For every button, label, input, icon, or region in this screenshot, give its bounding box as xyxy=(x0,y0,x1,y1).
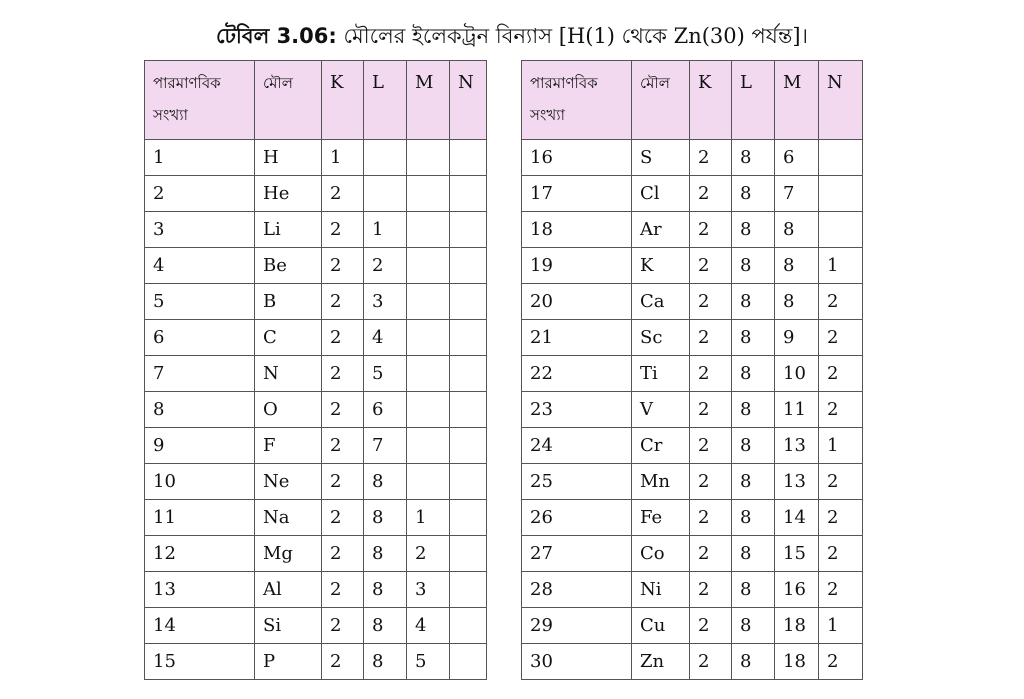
atomic-number-cell: 15 xyxy=(145,644,255,680)
atomic-number-cell: 10 xyxy=(145,464,255,500)
shell-m-cell: 10 xyxy=(775,356,819,392)
shell-n-cell xyxy=(450,248,487,284)
table-row xyxy=(145,248,487,284)
shell-k-cell: 2 xyxy=(322,320,364,356)
shell-m-cell: 7 xyxy=(775,176,819,212)
electron-config-table-right xyxy=(521,60,863,680)
table-row xyxy=(145,428,487,464)
shell-k-cell: 2 xyxy=(322,248,364,284)
table-row xyxy=(145,392,487,428)
shell-m-cell xyxy=(407,176,450,212)
shell-l-cell: 8 xyxy=(732,320,775,356)
shell-k-cell: 1 xyxy=(322,140,364,176)
shell-n-cell xyxy=(450,392,487,428)
header-shell-l: L xyxy=(732,61,775,140)
shell-m-cell xyxy=(407,464,450,500)
header-row xyxy=(522,61,863,140)
shell-k-cell: 2 xyxy=(690,212,732,248)
shell-l-cell: 8 xyxy=(732,140,775,176)
table-row xyxy=(145,572,487,608)
header-shell-m: M xyxy=(775,61,819,140)
element-cell: Cr xyxy=(632,428,690,464)
shell-n-cell xyxy=(450,572,487,608)
atomic-number-cell: 25 xyxy=(522,464,632,500)
shell-l-cell: 8 xyxy=(732,392,775,428)
table-row xyxy=(522,140,863,176)
shell-n-cell xyxy=(450,608,487,644)
shell-m-cell xyxy=(407,392,450,428)
element-cell: Si xyxy=(255,608,322,644)
atomic-number-cell: 22 xyxy=(522,356,632,392)
shell-m-cell: 8 xyxy=(775,248,819,284)
shell-k-cell: 2 xyxy=(322,356,364,392)
element-cell: Mg xyxy=(255,536,322,572)
table-row xyxy=(145,644,487,680)
atomic-number-cell: 26 xyxy=(522,500,632,536)
shell-k-cell: 2 xyxy=(690,536,732,572)
shell-n-cell: 2 xyxy=(819,644,863,680)
header-atomic-number: পারমাণবিক সংখ্যা xyxy=(522,61,632,140)
table-row xyxy=(522,572,863,608)
shell-l-cell: 5 xyxy=(364,356,407,392)
table-row xyxy=(145,500,487,536)
table-row xyxy=(145,464,487,500)
shell-n-cell: 1 xyxy=(819,428,863,464)
shell-m-cell xyxy=(407,356,450,392)
shell-n-cell: 2 xyxy=(819,572,863,608)
shell-m-cell xyxy=(407,320,450,356)
table-row xyxy=(145,140,487,176)
element-cell: Ne xyxy=(255,464,322,500)
shell-k-cell: 2 xyxy=(690,356,732,392)
shell-m-cell: 5 xyxy=(407,644,450,680)
shell-n-cell: 1 xyxy=(819,608,863,644)
atomic-number-cell: 14 xyxy=(145,608,255,644)
header-shell-m: M xyxy=(407,61,450,140)
shell-n-cell xyxy=(450,428,487,464)
shell-m-cell xyxy=(407,284,450,320)
shell-k-cell: 2 xyxy=(322,464,364,500)
shell-k-cell: 2 xyxy=(690,140,732,176)
table-row xyxy=(145,176,487,212)
header-row xyxy=(145,61,487,140)
header-shell-k: K xyxy=(690,61,732,140)
shell-l-cell: 8 xyxy=(732,176,775,212)
shell-k-cell: 2 xyxy=(322,608,364,644)
shell-k-cell: 2 xyxy=(690,428,732,464)
shell-n-cell xyxy=(450,464,487,500)
element-cell: Cu xyxy=(632,608,690,644)
table-row xyxy=(522,248,863,284)
atomic-number-cell: 19 xyxy=(522,248,632,284)
shell-n-cell xyxy=(450,176,487,212)
shell-l-cell: 8 xyxy=(732,248,775,284)
element-cell: P xyxy=(255,644,322,680)
atomic-number-cell: 18 xyxy=(522,212,632,248)
element-cell: B xyxy=(255,284,322,320)
shell-l-cell: 8 xyxy=(732,464,775,500)
header-element: মৌল xyxy=(632,61,690,140)
element-cell: Fe xyxy=(632,500,690,536)
element-cell: Al xyxy=(255,572,322,608)
table-row xyxy=(145,320,487,356)
shell-n-cell xyxy=(450,536,487,572)
shell-n-cell: 1 xyxy=(819,248,863,284)
shell-k-cell: 2 xyxy=(690,176,732,212)
table-row xyxy=(522,536,863,572)
shell-m-cell: 6 xyxy=(775,140,819,176)
table-row xyxy=(522,428,863,464)
element-cell: H xyxy=(255,140,322,176)
shell-m-cell: 14 xyxy=(775,500,819,536)
table-body xyxy=(145,140,487,680)
element-cell: Na xyxy=(255,500,322,536)
shell-m-cell: 3 xyxy=(407,572,450,608)
shell-m-cell: 18 xyxy=(775,608,819,644)
shell-l-cell: 6 xyxy=(364,392,407,428)
header-shell-n: N xyxy=(819,61,863,140)
shell-m-cell: 2 xyxy=(407,536,450,572)
caption-label: টেবিল 3.06: xyxy=(215,24,337,48)
atomic-number-cell: 20 xyxy=(522,284,632,320)
shell-l-cell xyxy=(364,176,407,212)
shell-k-cell: 2 xyxy=(690,572,732,608)
shell-k-cell: 2 xyxy=(322,392,364,428)
shell-m-cell xyxy=(407,140,450,176)
element-cell: F xyxy=(255,428,322,464)
shell-k-cell: 2 xyxy=(322,500,364,536)
table-row xyxy=(145,608,487,644)
header-atomic-number: পারমাণবিক সংখ্যা xyxy=(145,61,255,140)
shell-l-cell: 8 xyxy=(732,644,775,680)
table-row xyxy=(522,644,863,680)
element-cell: C xyxy=(255,320,322,356)
table-row xyxy=(522,284,863,320)
table-row xyxy=(522,500,863,536)
element-cell: Cl xyxy=(632,176,690,212)
element-cell: Ti xyxy=(632,356,690,392)
shell-l-cell xyxy=(364,140,407,176)
shell-k-cell: 2 xyxy=(690,644,732,680)
atomic-number-cell: 12 xyxy=(145,536,255,572)
shell-k-cell: 2 xyxy=(690,284,732,320)
atomic-number-cell: 6 xyxy=(145,320,255,356)
shell-l-cell: 8 xyxy=(732,428,775,464)
shell-n-cell xyxy=(819,176,863,212)
element-cell: Sc xyxy=(632,320,690,356)
shell-n-cell xyxy=(819,140,863,176)
table-row xyxy=(145,284,487,320)
shell-n-cell xyxy=(450,284,487,320)
shell-n-cell xyxy=(450,356,487,392)
shell-l-cell: 8 xyxy=(732,212,775,248)
shell-m-cell: 16 xyxy=(775,572,819,608)
header-shell-l: L xyxy=(364,61,407,140)
element-cell: K xyxy=(632,248,690,284)
shell-k-cell: 2 xyxy=(690,500,732,536)
shell-l-cell: 8 xyxy=(732,500,775,536)
element-cell: Be xyxy=(255,248,322,284)
atomic-number-cell: 29 xyxy=(522,608,632,644)
shell-m-cell: 13 xyxy=(775,428,819,464)
shell-m-cell: 8 xyxy=(775,212,819,248)
shell-l-cell: 7 xyxy=(364,428,407,464)
shell-m-cell: 9 xyxy=(775,320,819,356)
atomic-number-cell: 30 xyxy=(522,644,632,680)
shell-n-cell xyxy=(450,644,487,680)
shell-m-cell: 18 xyxy=(775,644,819,680)
shell-l-cell: 8 xyxy=(364,536,407,572)
shell-k-cell: 2 xyxy=(322,536,364,572)
shell-m-cell xyxy=(407,248,450,284)
table-row xyxy=(522,212,863,248)
element-cell: Ca xyxy=(632,284,690,320)
caption-text: মৌলের ইলেকট্রন বিন্যাস [H(1) থেকে Zn(30) পর্যন্ত]। xyxy=(343,24,809,48)
shell-n-cell: 2 xyxy=(819,464,863,500)
element-cell: S xyxy=(632,140,690,176)
shell-k-cell: 2 xyxy=(322,428,364,464)
shell-l-cell: 8 xyxy=(732,608,775,644)
shell-l-cell: 2 xyxy=(364,248,407,284)
atomic-number-cell: 24 xyxy=(522,428,632,464)
atomic-number-cell: 28 xyxy=(522,572,632,608)
atomic-number-cell: 7 xyxy=(145,356,255,392)
shell-k-cell: 2 xyxy=(690,392,732,428)
atomic-number-cell: 4 xyxy=(145,248,255,284)
header-shell-k: K xyxy=(322,61,364,140)
shell-k-cell: 2 xyxy=(322,284,364,320)
element-cell: V xyxy=(632,392,690,428)
shell-m-cell: 1 xyxy=(407,500,450,536)
shell-m-cell: 11 xyxy=(775,392,819,428)
shell-l-cell: 8 xyxy=(364,464,407,500)
table-row xyxy=(522,464,863,500)
atomic-number-cell: 1 xyxy=(145,140,255,176)
atomic-number-cell: 17 xyxy=(522,176,632,212)
shell-k-cell: 2 xyxy=(690,608,732,644)
shell-k-cell: 2 xyxy=(690,320,732,356)
table-caption xyxy=(0,20,1024,52)
shell-n-cell xyxy=(819,212,863,248)
atomic-number-cell: 16 xyxy=(522,140,632,176)
atomic-number-cell: 8 xyxy=(145,392,255,428)
table-row xyxy=(522,320,863,356)
element-cell: Ar xyxy=(632,212,690,248)
table-row xyxy=(145,356,487,392)
table-body xyxy=(522,140,863,680)
shell-k-cell: 2 xyxy=(690,464,732,500)
atomic-number-cell: 2 xyxy=(145,176,255,212)
shell-m-cell xyxy=(407,428,450,464)
table-row xyxy=(522,176,863,212)
shell-m-cell: 15 xyxy=(775,536,819,572)
shell-k-cell: 2 xyxy=(322,212,364,248)
table-row xyxy=(522,392,863,428)
header-element: মৌল xyxy=(255,61,322,140)
shell-n-cell: 2 xyxy=(819,284,863,320)
atomic-number-cell: 11 xyxy=(145,500,255,536)
element-cell: He xyxy=(255,176,322,212)
shell-l-cell: 8 xyxy=(364,644,407,680)
atomic-number-cell: 9 xyxy=(145,428,255,464)
shell-l-cell: 8 xyxy=(364,500,407,536)
element-cell: Co xyxy=(632,536,690,572)
element-cell: N xyxy=(255,356,322,392)
table-row xyxy=(145,212,487,248)
shell-n-cell: 2 xyxy=(819,500,863,536)
shell-l-cell: 3 xyxy=(364,284,407,320)
element-cell: Mn xyxy=(632,464,690,500)
shell-k-cell: 2 xyxy=(322,644,364,680)
shell-l-cell: 8 xyxy=(732,284,775,320)
table-row xyxy=(522,356,863,392)
shell-l-cell: 8 xyxy=(364,608,407,644)
shell-l-cell: 8 xyxy=(732,356,775,392)
shell-m-cell: 4 xyxy=(407,608,450,644)
shell-k-cell: 2 xyxy=(322,572,364,608)
shell-n-cell xyxy=(450,140,487,176)
shell-m-cell: 8 xyxy=(775,284,819,320)
shell-l-cell: 1 xyxy=(364,212,407,248)
atomic-number-cell: 27 xyxy=(522,536,632,572)
atomic-number-cell: 5 xyxy=(145,284,255,320)
shell-n-cell: 2 xyxy=(819,536,863,572)
atomic-number-cell: 3 xyxy=(145,212,255,248)
shell-n-cell: 2 xyxy=(819,320,863,356)
shell-n-cell: 2 xyxy=(819,356,863,392)
atomic-number-cell: 13 xyxy=(145,572,255,608)
shell-m-cell xyxy=(407,212,450,248)
header-shell-n: N xyxy=(450,61,487,140)
shell-k-cell: 2 xyxy=(322,176,364,212)
shell-n-cell xyxy=(450,212,487,248)
atomic-number-cell: 21 xyxy=(522,320,632,356)
table-row xyxy=(522,608,863,644)
shell-l-cell: 8 xyxy=(732,572,775,608)
electron-config-table-left xyxy=(144,60,487,680)
element-cell: O xyxy=(255,392,322,428)
shell-k-cell: 2 xyxy=(690,248,732,284)
shell-n-cell xyxy=(450,500,487,536)
shell-l-cell: 4 xyxy=(364,320,407,356)
shell-n-cell: 2 xyxy=(819,392,863,428)
table-row xyxy=(145,536,487,572)
element-cell: Zn xyxy=(632,644,690,680)
atomic-number-cell: 23 xyxy=(522,392,632,428)
shell-l-cell: 8 xyxy=(732,536,775,572)
element-cell: Ni xyxy=(632,572,690,608)
shell-l-cell: 8 xyxy=(364,572,407,608)
element-cell: Li xyxy=(255,212,322,248)
shell-n-cell xyxy=(450,320,487,356)
shell-m-cell: 13 xyxy=(775,464,819,500)
